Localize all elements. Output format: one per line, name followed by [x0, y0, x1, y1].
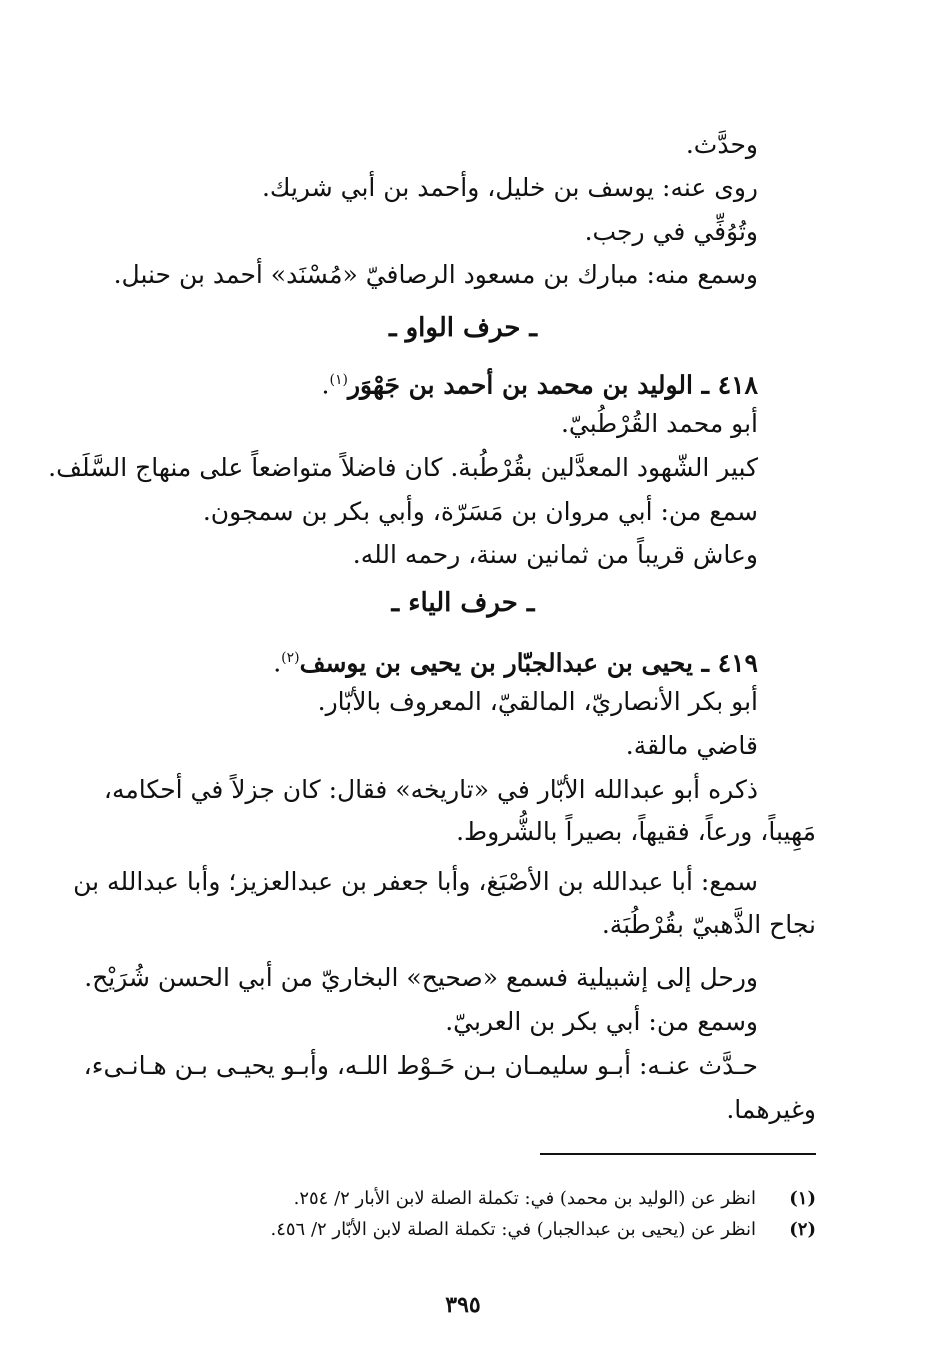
footnote-2-text: انظر عن (يحيى بن عبدالجبار) في: تكملة الصلة لابن الأبّار ٢/ ٤٥٦.	[270, 1219, 756, 1240]
text-line-4: وسمع منه: مبارك بن مسعود الرصافيّ «مُسْنَد» أحمد بن حنبل.	[113, 260, 758, 289]
entry-418-heading	[322, 360, 758, 405]
text-line-6: أبو محمد القُرْطُبيّ.	[560, 409, 758, 438]
entry-419-period: .	[273, 648, 282, 678]
text-line-8: سمع من: أبي مروان بن مَسَرّة، وأبي بكر بن سمجون.	[202, 497, 758, 526]
entry-419-title: ٤١٩ ـ يحيى بن عبدالجبّار بن يحيى بن يوسف	[299, 648, 758, 678]
section-heading-ya: ـ حرف الياء ـ	[391, 588, 535, 618]
text-line-17: ورحل إلى إشبيلية فسمع «صحيح» البخاريّ من أبي الحسن شُرَيْح.	[84, 963, 758, 992]
footnote-ref-2: (٢)	[281, 650, 300, 666]
footnote-ref-1: (١)	[329, 372, 348, 388]
text-line-15: سمع: أبا عبدالله بن الأصْبَغ، وأبا جعفر بن عبدالعزيز؛ وأبا عبدالله بن	[73, 867, 758, 896]
text-line-3: وتُوُفِّي في رجب.	[584, 217, 758, 246]
text-line-16: نجاح الذَّهبيّ بقُرْطُبَة.	[601, 910, 816, 939]
text-line-18: وسمع من: أبي بكر بن العربيّ.	[445, 1007, 758, 1036]
footnote-1-number: (١)	[789, 1188, 816, 1209]
text-line-2: روى عنه: يوسف بن خليل، وأحمد بن أبي شريك.	[261, 173, 758, 202]
text-line-13: ذكره أبو عبدالله الأبّار في «تاريخه» فقال: كان جزلاً في أحكامه،	[103, 775, 758, 804]
text-line-12: قاضي مالقة.	[625, 731, 758, 760]
text-line-1: وحدَّث.	[685, 130, 758, 159]
section-heading-waw: ـ حرف الواو ـ	[388, 313, 538, 343]
footnote-1-text: انظر عن (الوليد بن محمد) في: تكملة الصلة لابن الأبار ٢/ ٢٥٤.	[293, 1188, 756, 1209]
text-line-7: كبير الشّهود المعدَّلين بقُرْطُبة. كان فاضلاً متواضعاً على منهاج السَّلَف.	[48, 453, 758, 482]
text-line-19: حـدَّث عنـه: أبـو سليمـان بـن حَـوْط اللـه، وأبـو يحيـى بـن هـانـىء،	[83, 1051, 758, 1080]
entry-419-heading	[273, 638, 758, 683]
footnote-2-number: (٢)	[789, 1219, 816, 1240]
text-line-11: أبو بكر الأنصاريّ، المالقيّ، المعروف بالأبّار.	[317, 687, 758, 716]
text-line-20: وغيرهما.	[726, 1095, 816, 1124]
entry-418-title: ٤١٨ ـ الوليد بن محمد بن أحمد بن جَهْوَر	[347, 370, 758, 400]
page-number: ٣٩٥	[445, 1292, 481, 1318]
text-line-9: وعاش قريباً من ثمانين سنة، رحمه الله.	[352, 540, 758, 569]
text-line-14: مَهِيباً، ورعاً، فقيهاً، بصيراً بالشُّروط.	[456, 817, 816, 846]
entry-418-period: .	[321, 370, 330, 400]
footnote-separator	[540, 1153, 816, 1155]
